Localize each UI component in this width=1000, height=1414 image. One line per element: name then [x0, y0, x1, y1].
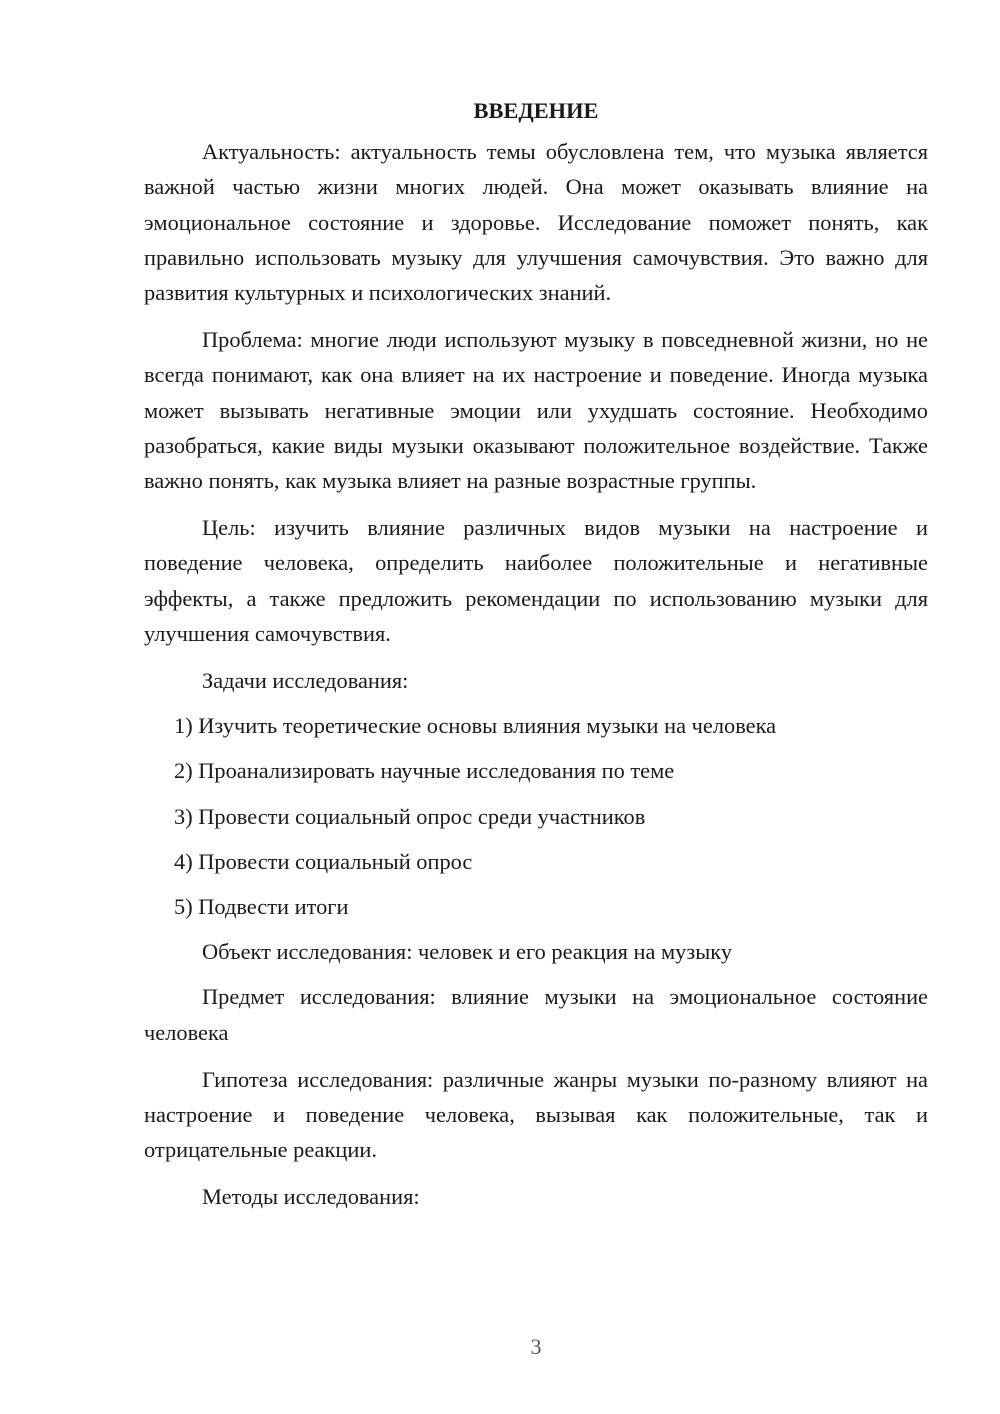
list-item: 1) Изучить теоретические основы влияния музыки на человека: [174, 713, 777, 739]
tasks-heading: Задачи исследования:: [202, 668, 409, 694]
methods-heading: Методы исследования:: [202, 1184, 420, 1210]
paragraph-problem: Проблема: многие люди используют музыку в повседневной жизни, но не всегда понимают, как она влияет на их настроение и поведение. Иногда музыка может вызывать негативные эмоции или ухудшать состояние. Необходимо разобраться, какие виды музыки оказывают положительное воздействие. Также важно понять, как музыка влияет на разные возрастные группы.: [144, 327, 928, 494]
page-title: ВВЕДЕНИЕ: [473, 98, 599, 123]
page-number: 3: [530, 1334, 542, 1359]
list-item: 2) Проанализировать научные исследования по теме: [174, 758, 675, 784]
page-content: [144, 93, 928, 1225]
paragraph-goal: Цель: изучить влияние различных видов музыки на настроение и поведение человека, определить наиболее положительные и негативные эффекты, а также предложить рекомендации по использованию музыки для улучшения самочувствия.: [144, 515, 928, 646]
paragraph-hypothesis: Гипотеза исследования: различные жанры музыки по-разному влияют на настроение и поведение человека, вызывая как положительные, так и отрицательные реакции.: [144, 1066, 928, 1163]
list-item: 5) Подвести итоги: [174, 894, 349, 920]
tasks-list: [144, 708, 928, 924]
list-item: 4) Провести социальный опрос: [174, 848, 473, 874]
list-item: 3) Провести социальный опрос среди участников: [174, 803, 646, 829]
paragraph-object: Объект исследования: человек и его реакция на музыку: [202, 939, 733, 965]
paragraph-subject: Предмет исследования: влияние музыки на эмоциональное состояние человека: [144, 984, 928, 1045]
paragraph-relevance: Актуальность: актуальность темы обусловлена тем, что музыка является важной частью жизни многих людей. Она может оказывать влияние на эмоциональное состояние и здоровье. Исследование поможет понять, как правильно использовать музыку для улучшения самочувствия. Это важно для развития культурных и психологических знаний.: [144, 139, 928, 306]
